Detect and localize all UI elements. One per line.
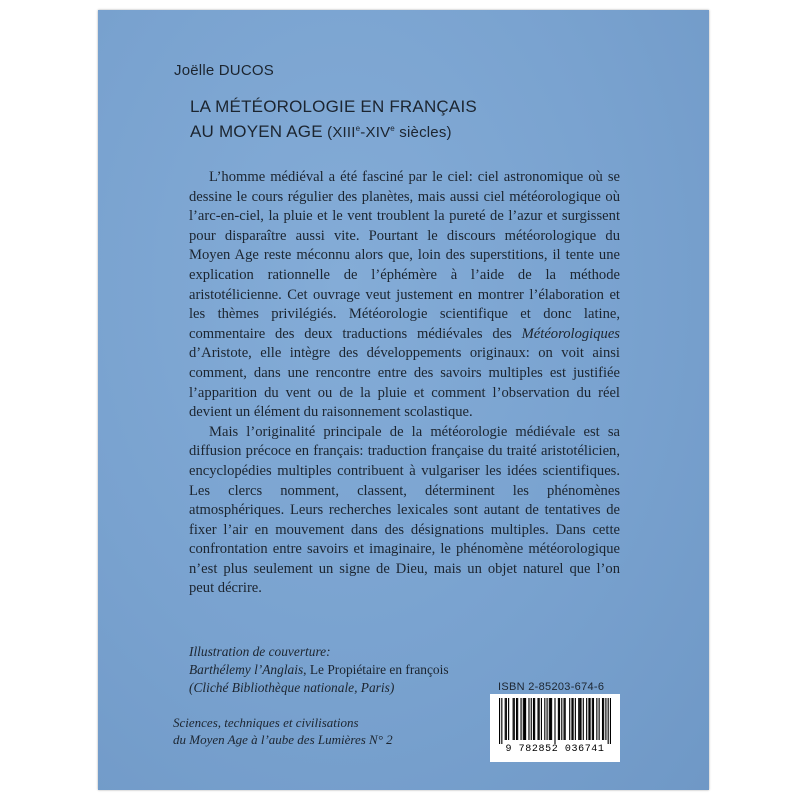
blurb-p1-italic-title: Météorologiques: [521, 325, 620, 342]
title-sup-2: e: [390, 124, 395, 133]
title-line-1: LA MÉTÉOROLOGIE EN FRANÇAIS: [190, 97, 477, 116]
barcode-bars: [499, 698, 611, 744]
blurb-paragraph-2: Mais l’originalité principale de la météorologie médiévale est sa diffusion précoce en français: traduction française du traité aristotélicien, encyclopédies multiples contribuent à vulgariser les idées scientifiques. Les clercs nomment, classent, déterminent les phénomènes atmosphériques. Leurs recherches lexicales sont autant de tentatives de fixer l’air en mouvement dans des désignations multiples. Dans cette confrontation entre savoirs et imaginaire, le phénomène météorologique n’est plus seulement un signe de Dieu, mais un objet naturel que l’on peut décrire.: [189, 423, 620, 597]
blurb-p1-text-after: d’Aristote, elle intègre des développements originaux: on voit ainsi comment, dans une rencontre entre des savoirs multiples est justifiée l’apparition du vent ou de la pluie et comment l’observation du réel devient un élément du raisonnement scolastique.: [189, 345, 620, 421]
title-period-dash: -XIV: [360, 124, 391, 141]
credit-work: [189, 661, 449, 679]
barcode: [490, 694, 620, 762]
cover-illustration-credit: [189, 643, 449, 697]
credit-heading: Illustration de couverture:: [189, 644, 331, 659]
title-sup-1: e: [355, 124, 361, 133]
book-title: [190, 96, 477, 144]
isbn-label: ISBN 2-85203-674-6: [498, 681, 605, 693]
barcode-digits: 9 782852 036741: [505, 744, 605, 755]
series-title: [173, 714, 393, 748]
blurb-paragraph-1: [189, 168, 620, 423]
credit-work-title: , Le Propiétaire en françois: [303, 662, 449, 677]
blurb: [189, 168, 620, 599]
series-line-1: Sciences, techniques et civilisations: [173, 715, 359, 730]
author-name: Joëlle DUCOS: [174, 62, 274, 79]
title-period-close: siècles): [394, 124, 452, 141]
credit-author: Barthélemy l’Anglais: [189, 662, 304, 677]
title-line-2-main: AU MOYEN AGE: [190, 122, 323, 141]
title-period-open: (XIII: [322, 124, 356, 141]
series-line-2: du Moyen Age à l’aube des Lumières N° 2: [173, 732, 393, 747]
book-back-cover: [98, 10, 709, 790]
credit-source: (Cliché Bibliothèque nationale, Paris): [189, 680, 395, 695]
blurb-p1-text-before: L’homme médiéval a été fasciné par le ciel: ciel astronomique où se dessine le cours régulier des planètes, mais aussi ciel météorologique où l’arc-en-ciel, la pluie et le vent troublent la pureté de l’azur et surgissent pour disparaître aussi vite. Pourtant le discours météorologique du Moyen Age reste méconnu alors que, loin des superstitions, il tente une explication rationnelle de l’éphémère à l’aide de la méthode aristotélicienne. Cet ouvrage veut justement en montrer l’élaboration et les thèmes privilégiés. Météorologie scientifique et donc latine, commentaire des deux traductions médiévales des: [189, 169, 620, 342]
title-line-2: [190, 118, 477, 144]
